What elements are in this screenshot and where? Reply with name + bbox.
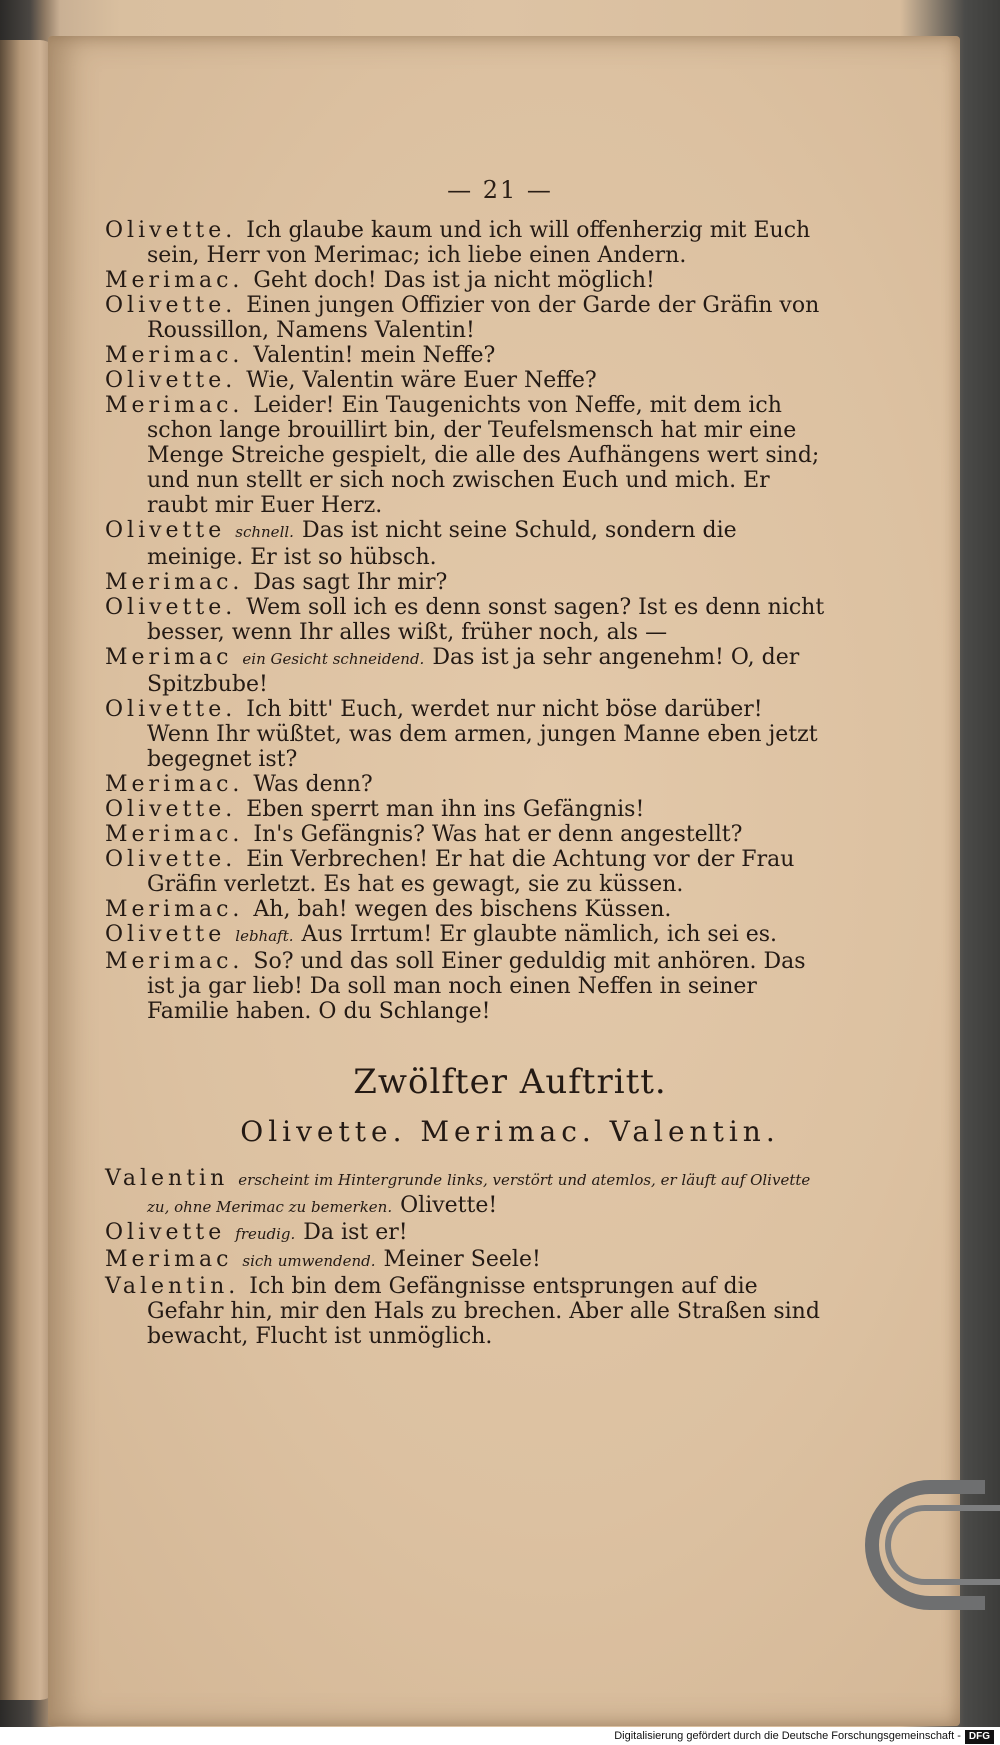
dialogue-line xyxy=(105,218,825,268)
speaker-name: Merimac. xyxy=(105,268,244,293)
scene-dialogue-block xyxy=(105,1166,825,1349)
stage-direction: ein Gesicht schneidend. xyxy=(242,650,425,668)
stage-direction: erscheint im Hintergrunde links, verstört und atemlos, er läuft auf Olivette zu, ohne Merimac zu bemerken. xyxy=(147,1171,811,1216)
speaker-name: Valentin. xyxy=(105,1274,240,1299)
speaker-name: Olivette. xyxy=(105,697,237,722)
stage-direction: schnell. xyxy=(235,523,294,541)
spoken-text: Das sagt Ihr mir? xyxy=(253,570,448,595)
page-text xyxy=(105,218,825,1349)
dialogue-line xyxy=(105,697,825,772)
spoken-text: Einen jungen Offizier von der Garde der Gräfin von Roussillon, Namens Valentin! xyxy=(147,293,820,343)
spoken-text: Das ist ja sehr angenehm! O, der Spitzbube! xyxy=(147,645,800,697)
dialogue-block xyxy=(105,218,825,1024)
speaker-name: Merimac. xyxy=(105,570,244,595)
dialogue-line xyxy=(105,570,825,595)
stage-direction: sich umwendend. xyxy=(242,1252,376,1270)
digitization-footer xyxy=(0,1727,1000,1745)
spoken-text: Wem soll ich es denn sonst sagen? Ist es denn nicht besser, wenn Ihr alles wißt, früher noch, als — xyxy=(147,595,825,645)
page-number: — 21 — xyxy=(447,176,553,204)
speaker-name: Olivette xyxy=(105,518,226,543)
dialogue-line xyxy=(105,847,825,897)
dialogue-line xyxy=(105,645,825,697)
spoken-text: Leider! Ein Taugenichts von Neffe, mit dem ich schon lange brouillirt bin, der Teufelsmensch hat mir eine Menge Streiche gespielt, die alle des Aufhängens wert sind; und nun stellt er sich noch zwischen Euch und mich. Er raubt mir Euer Herz. xyxy=(147,393,820,518)
spoken-text: Da ist er! xyxy=(303,1220,408,1245)
dialogue-line xyxy=(105,1220,825,1247)
stage-direction: freudig. xyxy=(235,1225,296,1243)
dialogue-line xyxy=(105,343,825,368)
speaker-name: Merimac. xyxy=(105,393,244,418)
footer-credit: Digitalisierung gefördert durch die Deutsche Forschungsgemeinschaft - xyxy=(614,1730,961,1742)
spoken-text: Wie, Valentin wäre Euer Neffe? xyxy=(246,368,597,393)
spoken-text: Olivette! xyxy=(400,1193,498,1218)
speaker-name: Merimac. xyxy=(105,772,244,797)
spoken-text: Ich bin dem Gefängnisse entsprungen auf die Gefahr hin, mir den Hals zu brechen. Aber alle Straßen sind bewacht, Flucht ist unmöglich. xyxy=(147,1274,820,1349)
dialogue-line xyxy=(105,1274,825,1349)
scene-cast: Olivette. Merimac. Valentin. xyxy=(240,1115,780,1148)
dialogue-line xyxy=(105,368,825,393)
dialogue-line xyxy=(105,1166,825,1220)
dialogue-line xyxy=(105,595,825,645)
dialogue-line xyxy=(105,1247,825,1274)
spoken-text: Ich bitt' Euch, werdet nur nicht böse darüber! Wenn Ihr wüßtet, was dem armen, jungen Manne eben jetzt begegnet ist? xyxy=(147,697,818,772)
spoken-text: Geht doch! Das ist ja nicht möglich! xyxy=(253,268,655,293)
spoken-text: Aus Irrtum! Er glaubte nämlich, ich sei es. xyxy=(301,922,778,947)
speaker-name: Merimac. xyxy=(105,343,244,368)
speaker-name: Olivette xyxy=(105,1220,226,1245)
dialogue-line xyxy=(105,897,825,922)
spoken-text: Ah, bah! wegen des bischens Küssen. xyxy=(253,897,672,922)
speaker-name: Valentin xyxy=(105,1166,229,1191)
speaker-name: Merimac. xyxy=(105,897,244,922)
dialogue-line xyxy=(105,268,825,293)
speaker-name: Merimac. xyxy=(105,822,244,847)
dialogue-line xyxy=(105,393,825,518)
dialogue-line xyxy=(105,949,825,1024)
dialogue-line xyxy=(105,293,825,343)
speaker-name: Merimac xyxy=(105,645,233,670)
spoken-text: Valentin! mein Neffe? xyxy=(253,343,496,368)
dialogue-line xyxy=(105,797,825,822)
dialogue-line xyxy=(105,772,825,797)
spoken-text: Ich glaube kaum und ich will offenherzig mit Euch sein, Herr von Merimac; ich liebe einen Andern. xyxy=(147,218,811,268)
speaker-name: Olivette. xyxy=(105,293,237,318)
speaker-name: Olivette. xyxy=(105,847,237,872)
dialogue-line xyxy=(105,822,825,847)
speaker-name: Merimac xyxy=(105,1247,233,1272)
spoken-text: So? und das soll Einer geduldig mit anhören. Das ist ja gar lieb! Da soll man noch einen Neffen in seiner Familie haben. O du Schlange! xyxy=(147,949,806,1024)
dialogue-line xyxy=(105,518,825,570)
speaker-name: Olivette. xyxy=(105,797,237,822)
speaker-name: Merimac. xyxy=(105,949,244,974)
spoken-text: In's Gefängnis? Was hat er denn angestellt? xyxy=(253,822,743,847)
speaker-name: Olivette. xyxy=(105,368,237,393)
stage-direction: lebhaft. xyxy=(235,927,294,945)
paper-clip-inner xyxy=(885,1505,1000,1585)
spoken-text: Eben sperrt man ihn ins Gefängnis! xyxy=(246,797,645,822)
spoken-text: Meiner Seele! xyxy=(383,1247,541,1272)
scene-title: Zwölfter Auftritt. xyxy=(353,1062,667,1102)
speaker-name: Olivette. xyxy=(105,595,237,620)
dfg-logo: DFG xyxy=(965,1730,994,1744)
speaker-name: Olivette. xyxy=(105,218,237,243)
spoken-text: Das ist nicht seine Schuld, sondern die meinige. Er ist so hübsch. xyxy=(147,518,737,570)
spoken-text: Ein Verbrechen! Er hat die Achtung vor der Frau Gräfin verletzt. Es hat es gewagt, sie zu küssen. xyxy=(147,847,795,897)
dialogue-line xyxy=(105,922,825,949)
spoken-text: Was denn? xyxy=(253,772,373,797)
speaker-name: Olivette xyxy=(105,922,226,947)
